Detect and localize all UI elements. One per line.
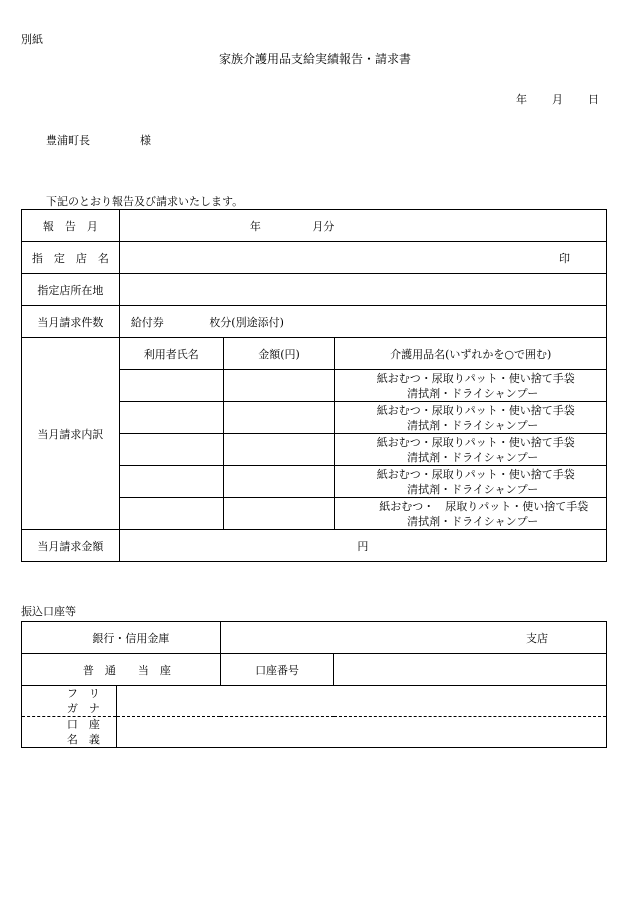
store-name-field[interactable] [119, 242, 606, 274]
total-label: 当月請求金額 [22, 530, 120, 562]
header-user-name: 利用者氏名 [119, 338, 223, 370]
account-holder-field[interactable] [116, 717, 606, 748]
item-options-line2: 清拭剤・ドライシャンプー [407, 386, 539, 400]
header-item-name: 介護用品名(いずれかを○で囲む) [335, 338, 607, 370]
item-options-line2: 清拭剤・ドライシャンプー [407, 482, 539, 496]
amount-cell[interactable] [223, 466, 335, 498]
date-year: 年 [516, 93, 527, 106]
account-holder-label [22, 717, 117, 748]
breakdown-label: 当月請求内訳 [22, 338, 120, 530]
account-holder-line2: 名 義 [66, 733, 100, 746]
item-options-cell[interactable] [335, 498, 607, 530]
account-number-field[interactable] [334, 654, 607, 686]
header-amount: 金額(円) [223, 338, 335, 370]
report-month-month: 月分 [312, 219, 335, 233]
item-options-cell[interactable] [335, 370, 607, 402]
item-options-line1: 紙おむつ・尿取りパット・使い捨て手袋 [376, 435, 575, 449]
bank-section-heading: 振込口座等 [21, 605, 76, 618]
date-day: 日 [588, 93, 599, 106]
report-month-label: 報 告 月 [22, 210, 120, 242]
date-month: 月 [552, 93, 563, 106]
item-options-line2: 清拭剤・ドライシャンプー [407, 514, 539, 528]
report-month-year: 年 [249, 219, 261, 233]
user-name-cell[interactable] [119, 466, 223, 498]
amount-cell[interactable] [223, 370, 335, 402]
count-suffix: 枚分(別途添付) [209, 315, 284, 329]
store-address-label: 指定店所在地 [22, 274, 120, 306]
report-table [21, 209, 607, 562]
furigana-field[interactable] [116, 686, 606, 717]
store-address-field[interactable] [119, 274, 606, 306]
amount-cell[interactable] [223, 498, 335, 530]
account-number-label: 口座番号 [220, 654, 334, 686]
item-options-cell[interactable] [335, 402, 607, 434]
user-name-cell[interactable] [119, 402, 223, 434]
page-title: 家族介護用品支給実績報告・請求書 [218, 52, 411, 66]
addressee-honorific: 様 [140, 134, 151, 147]
item-options-line2: 清拭剤・ドライシャンプー [407, 450, 539, 464]
store-name-label: 指 定 店 名 [22, 242, 120, 274]
report-month-field[interactable] [119, 210, 606, 242]
user-name-cell[interactable] [119, 370, 223, 402]
furigana-line1: フ リ [66, 687, 100, 700]
addressee-name: 豊浦町長 [46, 134, 90, 147]
item-options-line1: 紙おむつ・尿取りパット・使い捨て手袋 [376, 403, 575, 417]
user-name-cell[interactable] [119, 434, 223, 466]
furigana-line2: ガ ナ [66, 702, 100, 715]
bank-name-cell[interactable] [22, 622, 221, 654]
item-options-cell[interactable] [335, 434, 607, 466]
account-type-options: 普 通 当 座 [82, 663, 171, 677]
item-options-line2: 清拭剤・ドライシャンプー [407, 418, 539, 432]
total-field[interactable] [119, 530, 606, 562]
branch-cell[interactable] [220, 622, 606, 654]
account-holder-line1: 口 座 [66, 718, 100, 731]
bank-label: 銀行・信用金庫 [92, 631, 170, 645]
item-options-line1: 紙おむつ・ 尿取りパット・使い捨て手袋 [379, 499, 589, 513]
amount-cell[interactable] [223, 434, 335, 466]
count-prefix: 給付券 [130, 315, 164, 329]
seal-mark: 印 [559, 251, 570, 265]
item-options-cell[interactable] [335, 466, 607, 498]
bank-table [21, 621, 607, 748]
total-unit: 円 [357, 539, 369, 553]
furigana-label [22, 686, 117, 717]
branch-label: 支店 [526, 631, 548, 645]
item-options-line1: 紙おむつ・尿取りパット・使い捨て手袋 [376, 371, 575, 385]
amount-cell[interactable] [223, 402, 335, 434]
user-name-cell[interactable] [119, 498, 223, 530]
item-options-line1: 紙おむつ・尿取りパット・使い捨て手袋 [376, 467, 575, 481]
attachment-label: 別紙 [21, 33, 43, 46]
account-type-cell[interactable] [22, 654, 221, 686]
count-label: 当月請求件数 [22, 306, 120, 338]
count-field[interactable] [119, 306, 606, 338]
intro-text: 下記のとおり報告及び請求いたします。 [46, 195, 244, 208]
